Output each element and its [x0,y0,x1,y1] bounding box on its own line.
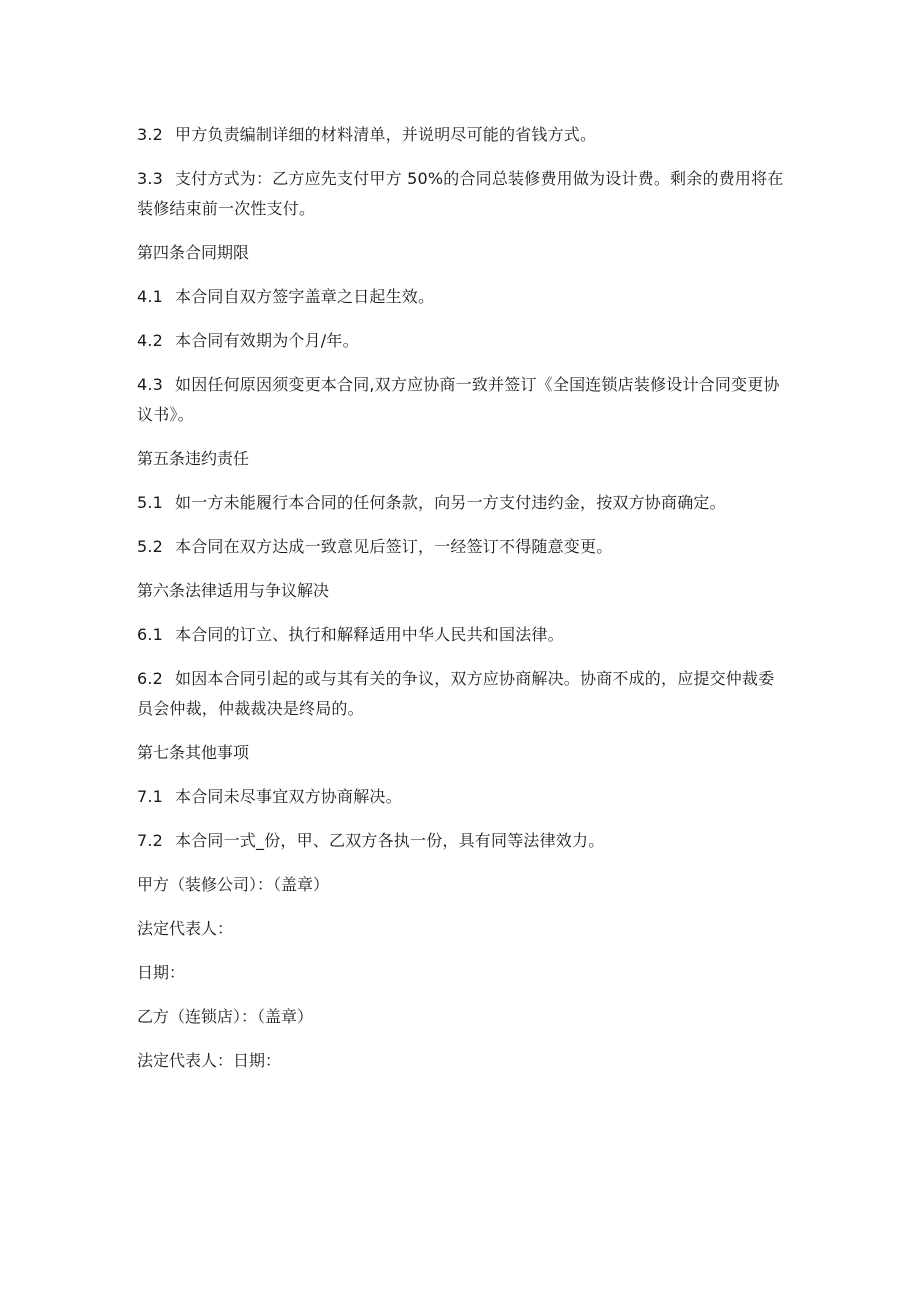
clause-5-1 [137,488,787,518]
clause-text: 支付方式为：乙方应先支付甲方 50%的合同总装修费用做为设计费。剩余的费用将在装修结束前一次性支付。 [137,169,784,218]
clause-5-2 [137,532,787,562]
clause-7-2 [137,826,787,856]
clause-3-3 [137,164,787,224]
clause-text: 甲方负责编制详细的材料清单，并说明尽可能的省钱方式。 [175,125,597,144]
clause-text: 本合同自双方签字盖章之日起生效。 [175,287,435,306]
clause-4-3 [137,370,787,430]
clause-3-2 [137,120,787,150]
party-b-representative-date: 法定代表人：日期： [137,1051,282,1070]
clause-text: 本合同的订立、执行和解释适用中华人民共和国法律。 [175,625,564,644]
clause-text: 如因任何原因须变更本合同,双方应协商一致并签订《全国连锁店装修设计合同变更协议书》。 [137,375,780,424]
clause-number: 4.2 [137,331,164,350]
clause-6-1 [137,620,787,650]
party-a-date: 日期： [137,963,186,982]
clause-text: 本合同一式_份，甲、乙双方各执一份，具有同等法律效力。 [175,831,605,850]
clause-number: 3.2 [137,125,164,144]
clause-7-1 [137,782,787,812]
party-b-signature: 乙方（连锁店）：（盖章） [137,1007,314,1026]
clause-number: 4.3 [137,375,164,394]
clause-6-2 [137,664,787,724]
party-a-representative: 法定代表人： [137,919,234,938]
document-body [137,120,787,1090]
clause-text: 本合同有效期为个月/年。 [175,331,359,350]
article-heading-6: 第六条法律适用与争议解决 [137,581,330,600]
clause-4-2 [137,326,787,356]
clause-number: 3.3 [137,169,164,188]
clause-text: 本合同未尽事宜双方协商解决。 [175,787,402,806]
clause-number: 7.2 [137,831,164,850]
clause-number: 6.1 [137,625,164,644]
party-a-signature: 甲方（装修公司）：（盖章） [137,875,330,894]
article-heading-4: 第四条合同期限 [137,243,250,262]
clause-number: 4.1 [137,287,164,306]
clause-number: 7.1 [137,787,164,806]
article-heading-7: 第七条其他事项 [137,743,250,762]
article-heading-5: 第五条违约责任 [137,449,250,468]
clause-text: 如一方未能履行本合同的任何条款，向另一方支付违约金，按双方协商确定。 [175,493,726,512]
clause-number: 5.2 [137,537,164,556]
clause-text: 如因本合同引起的或与其有关的争议，双方应协商解决。协商不成的，应提交仲裁委员会仲裁，仲裁裁决是终局的。 [137,669,775,718]
clause-text: 本合同在双方达成一致意见后签订，一经签订不得随意变更。 [175,537,613,556]
clause-number: 6.2 [137,669,164,688]
clause-number: 5.1 [137,493,164,512]
clause-4-1 [137,282,787,312]
